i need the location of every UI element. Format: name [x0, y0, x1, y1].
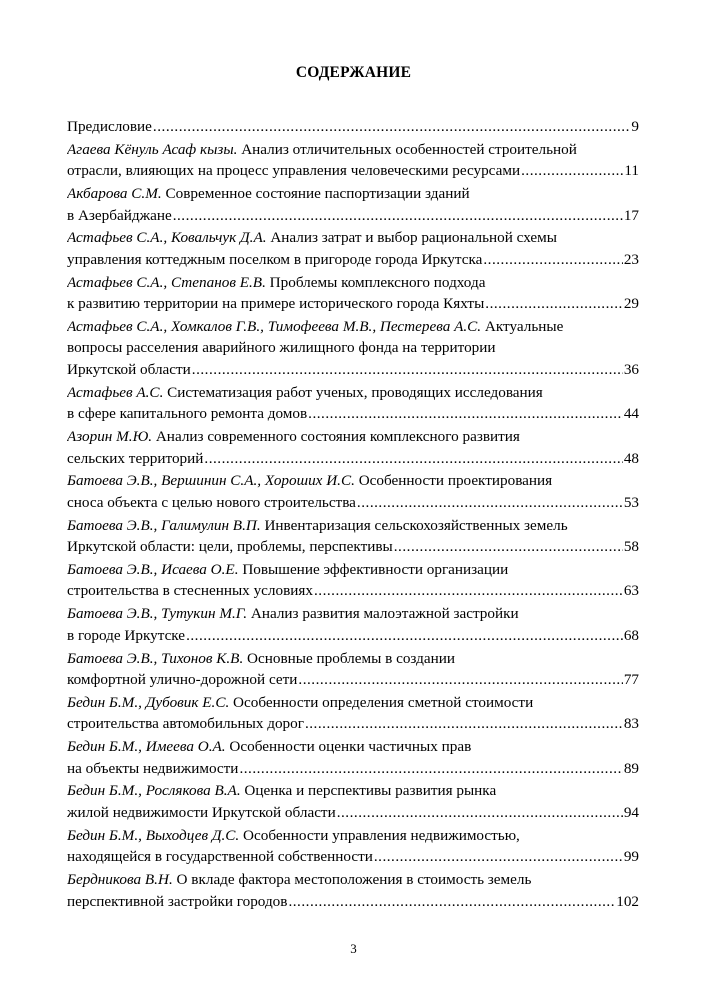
toc-entry-first-line [67, 515, 639, 537]
toc-entry-title-start: Анализ отличительных особенностей строительной [237, 140, 577, 158]
toc-entry-first-line [67, 183, 639, 205]
toc-entry [67, 515, 639, 558]
toc-page-number[interactable]: 36 [623, 360, 639, 378]
toc-entry-first-line [67, 559, 639, 581]
toc-dot-leader [173, 205, 623, 227]
toc-entry-authors: Астафьев С.А., Ковальчук Д.А. [67, 229, 267, 247]
toc-entry-title-end: Предисловие [67, 118, 152, 135]
toc-dot-leader [204, 448, 622, 470]
toc-entry-title-end: Иркутской области [67, 360, 191, 378]
toc-page-number[interactable]: 94 [623, 803, 639, 821]
toc-entry [67, 139, 639, 182]
toc-entry-last-line [67, 713, 639, 735]
toc-dot-leader [374, 846, 623, 868]
toc-entry-last-line [67, 448, 639, 470]
toc-entry-last-line [67, 758, 639, 780]
toc-dot-leader [305, 713, 623, 735]
toc-entry-title-start: Инвентаризация сельскохозяйственных земель [260, 516, 568, 534]
toc-entry-middle-line: вопросы расселения аварийного жилищного фонда на территории [67, 339, 496, 357]
toc-dot-leader [288, 891, 615, 913]
toc-entry-first-line [67, 227, 639, 249]
toc-dot-leader [239, 758, 622, 780]
page-title: СОДЕРЖАНИЕ [295, 64, 412, 81]
toc-entry-title-end: жилой недвижимости Иркутской области [67, 803, 336, 821]
toc-entry-authors: Бедин Б.М., Имеева О.А. [67, 738, 226, 756]
table-of-contents [67, 116, 639, 913]
toc-entry [67, 559, 639, 602]
toc-dot-leader [357, 492, 623, 514]
toc-page-number[interactable]: 53 [623, 493, 639, 511]
toc-entry-authors: Астафьев С.А., Хомкалов Г.В., Тимофеева М.В., Пестерева А.С. [67, 317, 482, 335]
toc-dot-leader [485, 293, 623, 315]
toc-entry [67, 227, 639, 270]
toc-entry-title-start: Оценка и перспективы развития рынка [240, 782, 497, 800]
toc-dot-leader [394, 536, 623, 558]
toc-dot-leader [337, 802, 623, 824]
toc-page-number[interactable]: 83 [623, 715, 639, 733]
toc-entry-title-end: в городе Иркутске [67, 626, 186, 644]
toc-entry-last-line [67, 359, 639, 381]
toc-entry [67, 272, 639, 315]
toc-entry-authors: Бедин Б.М., Выходцев Д.С. [67, 826, 240, 844]
toc-entry-title-end: к развитию территории на примере исторического города Кяхты [67, 295, 485, 313]
toc-entry-title-start: О вкладе фактора местоположения в стоимость земель [172, 871, 532, 889]
toc-entry-first-line [67, 426, 639, 448]
toc-entry-title-end: отрасли, влияющих на процесс управления человеческими ресурсами [67, 162, 521, 180]
toc-entry-title-end: Иркутской области: цели, проблемы, перспективы [67, 538, 393, 556]
toc-entry [67, 869, 639, 912]
toc-entry-title-start: Повышение эффективности организации [238, 560, 509, 578]
toc-dot-leader [308, 403, 623, 425]
toc-entry-title-end: сельских территорий [67, 449, 204, 467]
toc-entry-last-line [67, 249, 639, 271]
toc-entry-title-end: перспективной застройки городов [67, 892, 288, 910]
toc-entry-title-end: сноса объекта с целью нового строительства [67, 493, 356, 511]
toc-entry-authors: Бедин Б.М., Дубовик Е.С. [67, 693, 230, 711]
toc-entry-title-start: Анализ развития малоэтажной застройки [247, 605, 519, 623]
toc-page-number[interactable]: 29 [623, 295, 639, 313]
toc-entry [67, 116, 639, 138]
toc-entry-last-line [67, 669, 639, 691]
toc-entry [67, 780, 639, 823]
toc-entry [67, 470, 639, 513]
toc-entry-title-end: строительства автомобильных дорог [67, 715, 304, 733]
toc-entry-last-line [67, 891, 639, 913]
toc-entry [67, 825, 639, 868]
toc-entry-last-line [67, 492, 639, 514]
toc-entry-title-start: Особенности проектирования [354, 472, 553, 490]
toc-dot-leader [153, 116, 630, 138]
toc-entry [67, 736, 639, 779]
toc-entry-last-line [67, 205, 639, 227]
toc-dot-leader [521, 160, 623, 182]
toc-page-number[interactable]: 63 [623, 582, 639, 600]
toc-entry-first-line [67, 382, 639, 404]
toc-page-number[interactable]: 89 [623, 759, 639, 777]
toc-entry-authors: Бедин Б.М., Рослякова В.А. [67, 782, 241, 800]
toc-page-number[interactable]: 58 [623, 538, 639, 556]
toc-entry-authors: Батоева Э.В., Галимулин В.П. [67, 516, 261, 534]
toc-entry-authors: Астафьев С.А., Степанов Е.В. [67, 273, 266, 291]
toc-entry-title-start: Анализ современного состояния комплексного развития [152, 428, 520, 446]
toc-entry-title-end: строительства в стесненных условиях [67, 582, 313, 600]
toc-page-number[interactable]: 9 [631, 118, 639, 135]
toc-entry-first-line [67, 139, 639, 161]
toc-entry [67, 603, 639, 646]
toc-entry-first-line [67, 316, 639, 338]
toc-entry-last-line [67, 403, 639, 425]
toc-entry [67, 648, 639, 691]
toc-entry-title-start: Актуальные [481, 317, 564, 335]
toc-entry-first-line [67, 692, 639, 714]
toc-entry-last-line [67, 625, 639, 647]
toc-entry-title-start: Особенности определения сметной стоимости [229, 693, 534, 711]
toc-page-number[interactable]: 23 [623, 250, 639, 268]
toc-entry-title-end: на объекты недвижимости [67, 759, 239, 777]
toc-entry-last-line [67, 160, 639, 182]
toc-dot-leader [298, 669, 622, 691]
toc-entry-first-line [67, 648, 639, 670]
toc-page-number[interactable]: 102 [616, 892, 639, 910]
toc-entry [67, 692, 639, 735]
toc-page-number[interactable]: 99 [623, 848, 639, 866]
toc-dot-leader [192, 359, 623, 381]
toc-entry-authors: Батоева Э.В., Вершинин С.А., Хороших И.С. [67, 472, 355, 490]
toc-page-number[interactable]: 11 [624, 162, 639, 180]
toc-entry-title-end: в сфере капитального ремонта домов [67, 405, 308, 423]
toc-dot-leader [314, 580, 623, 602]
toc-entry-title-end: в Азербайджане [67, 206, 172, 224]
toc-entry-last-line [67, 802, 639, 824]
toc-entry-last-line [67, 846, 639, 868]
toc-entry-title-end: комфортной улично-дорожной сети [67, 671, 298, 689]
toc-dot-leader [483, 249, 622, 271]
toc-entry-authors: Бердникова В.Н. [67, 871, 173, 889]
toc-entry-last-line [67, 536, 639, 558]
toc-entry-authors: Акбарова С.М. [67, 185, 162, 203]
toc-entry-title-start: Особенности управления недвижимостью, [239, 826, 520, 844]
toc-entry-authors: Азорин М.Ю. [67, 428, 153, 446]
toc-entry-first-line [67, 825, 639, 847]
toc-entry [67, 426, 639, 469]
toc-entry-title-start: Современное состояние паспортизации зданий [161, 185, 470, 203]
toc-page-number[interactable]: 44 [623, 405, 639, 423]
toc-entry [67, 382, 639, 425]
toc-entry-authors: Астафьев А.С. [67, 383, 164, 401]
toc-entry [67, 183, 639, 226]
toc-entry-authors: Батоева Э.В., Тихонов К.В. [67, 649, 244, 667]
toc-page-number[interactable]: 77 [623, 671, 639, 689]
toc-entry-title-start: Проблемы комплексного подхода [265, 273, 486, 291]
toc-entry-first-line [67, 603, 639, 625]
toc-entry-authors: Батоева Э.В., Тутукин М.Г. [67, 605, 248, 623]
toc-entry [67, 316, 639, 381]
toc-page-number[interactable]: 48 [623, 449, 639, 467]
page-number: 3 [350, 941, 357, 956]
toc-entry-title-start: Систематизация работ ученых, проводящих исследования [163, 383, 543, 401]
toc-entry-title-end: управления коттеджным поселком в пригороде города Иркутска [67, 250, 483, 268]
toc-dot-leader [186, 625, 623, 647]
toc-entry-title-start: Особенности оценки частичных прав [225, 738, 472, 756]
toc-entry-title-start: Основные проблемы в создании [243, 649, 455, 667]
toc-page-number[interactable]: 17 [623, 206, 639, 224]
toc-entry-first-line [67, 272, 639, 294]
toc-entry-first-line [67, 780, 639, 802]
toc-entry-last-line [67, 580, 639, 602]
toc-entry-first-line [67, 869, 639, 891]
toc-entry-authors: Батоева Э.В., Исаева О.Е. [67, 560, 239, 578]
toc-entry-first-line [67, 736, 639, 758]
toc-entry-first-line [67, 470, 639, 492]
toc-entry-last-line [67, 116, 639, 138]
toc-entry-title-end: находящейся в государственной собственности [67, 848, 373, 866]
toc-entry-last-line [67, 293, 639, 315]
toc-entry-title-start: Анализ затрат и выбор рациональной схемы [266, 229, 557, 247]
toc-page-number[interactable]: 68 [623, 626, 639, 644]
toc-entry-authors: Агаева Кёнуль Асаф кызы. [67, 140, 238, 158]
